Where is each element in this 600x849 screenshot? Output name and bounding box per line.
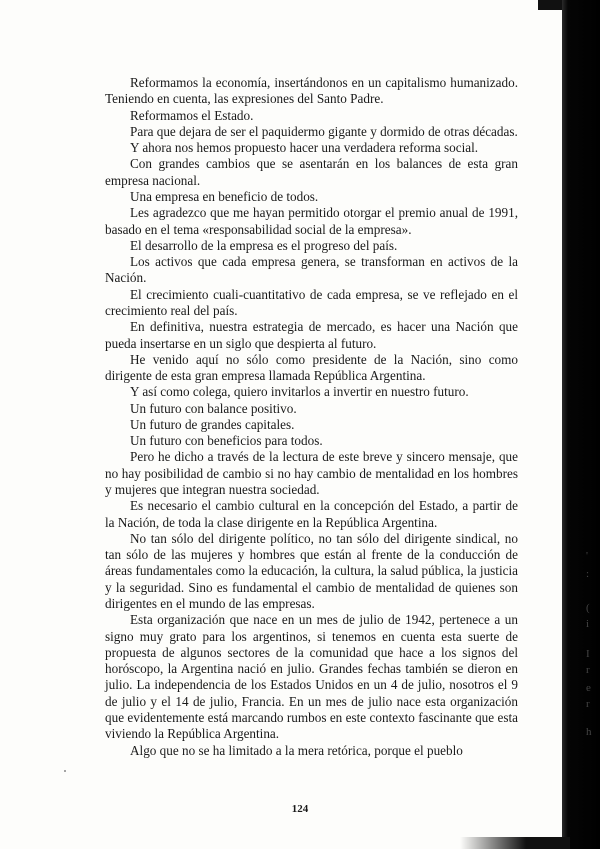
bottom-edge-shadow: [460, 837, 570, 849]
paragraph: Con grandes cambios que se asentarán en los balances de esta gran empresa nacional.: [105, 156, 518, 188]
margin-fragment: e: [586, 682, 591, 694]
paragraph: Un futuro con beneficios para todos.: [130, 433, 323, 449]
paragraph: Un futuro de grandes capitales.: [130, 416, 295, 432]
paragraph: Esta organización que nace en un mes de julio de 1942, pertenece a un signo muy grato para los argentinos, si tenemos en cuenta esta suerte de propuesta de algunos sectores de la comunidad que hace a los signos del horóscopo, la Argentina nació en julio. Grandes fechas también se dieron en julio. La independencia de los Estados Unidos en un 4 de julio, nosotros el 9 de julio y el 14 de julio, Francia. En un mes de julio nace esta organización que evidentemente está marcando rumbos en este contexto fascinante que esta viviendo la República Argentina.: [105, 612, 518, 742]
margin-fragment: r: [586, 698, 590, 710]
paragraph: En definitiva, nuestra estrategia de mercado, es hacer una Nación que pueda insertarse en un siglo que despierta al futuro.: [105, 319, 518, 351]
paragraph: Reformamos el Estado.: [130, 107, 254, 123]
margin-fragment: h: [586, 726, 592, 738]
paragraph: Los activos que cada empresa genera, se transforman en activos de la Nación.: [105, 254, 518, 286]
paragraph: He venido aquí no sólo como presidente de la Nación, sino como dirigente de esta gran empresa llamada República Argentina.: [105, 351, 518, 384]
margin-fragment: (: [586, 602, 590, 614]
paragraph: No tan sólo del dirigente político, no tan sólo del dirigente sindical, no tan sólo de las mujeres y hombres que están al frente de la conducción de áreas fundamentales como la educación, la cultura, la salud pública, la justicia y la seguridad. Sino es fundamental el cambio de mentalidad de quienes son dirigentes en el mundo de las empresas.: [105, 530, 518, 611]
margin-fragment: r: [586, 664, 590, 676]
scan-speck: [64, 770, 66, 772]
margin-fragment: I: [586, 648, 590, 660]
margin-fragment: ': [586, 550, 588, 562]
paragraph: Un futuro con balance positivo.: [130, 400, 297, 416]
paragraph: Les agradezco que me hayan permitido otorgar el premio anual de 1991, basado en el tema «responsabilidad social de la empresa».: [105, 205, 518, 237]
paragraph: Para que dejara de ser el paquidermo gigante y dormido de otras décadas.: [130, 123, 518, 139]
page-body-text: [105, 75, 518, 759]
facing-page-bleed-text: [586, 540, 598, 740]
paragraph: Reformamos la economía, insertándonos en un capitalismo humanizado. Teniendo en cuenta, las expresiones del Santo Padre.: [105, 75, 518, 107]
top-edge-shadow: [538, 0, 562, 10]
page-number: 124: [291, 803, 309, 815]
margin-fragment: i: [586, 618, 590, 630]
paragraph: Algo que no se ha limitado a la mera retórica, porque el pueblo: [130, 742, 463, 758]
paragraph: Y así como colega, quiero invitarlos a invertir en nuestro futuro.: [130, 384, 469, 400]
paragraph: Es necesario el cambio cultural en la concepción del Estado, a partir de la Nación, de toda la clase dirigente en la República Argentina.: [105, 498, 518, 530]
paragraph: El crecimiento cuali-cuantitativo de cada empresa, se ve reflejado en el crecimiento real del país.: [105, 286, 518, 318]
paragraph: Pero he dicho a través de la lectura de este breve y sincero mensaje, que no hay posibilidad de cambio si no hay cambio de mentalidad en los hombres y mujeres que integran nuestra sociedad.: [105, 449, 518, 498]
margin-fragment: :: [586, 568, 590, 580]
paragraph: Una empresa en beneficio de todos.: [130, 188, 319, 204]
paragraph: El desarrollo de la empresa es el progreso del país.: [130, 237, 398, 253]
paragraph: Y ahora nos hemos propuesto hacer una verdadera reforma social.: [130, 140, 479, 156]
